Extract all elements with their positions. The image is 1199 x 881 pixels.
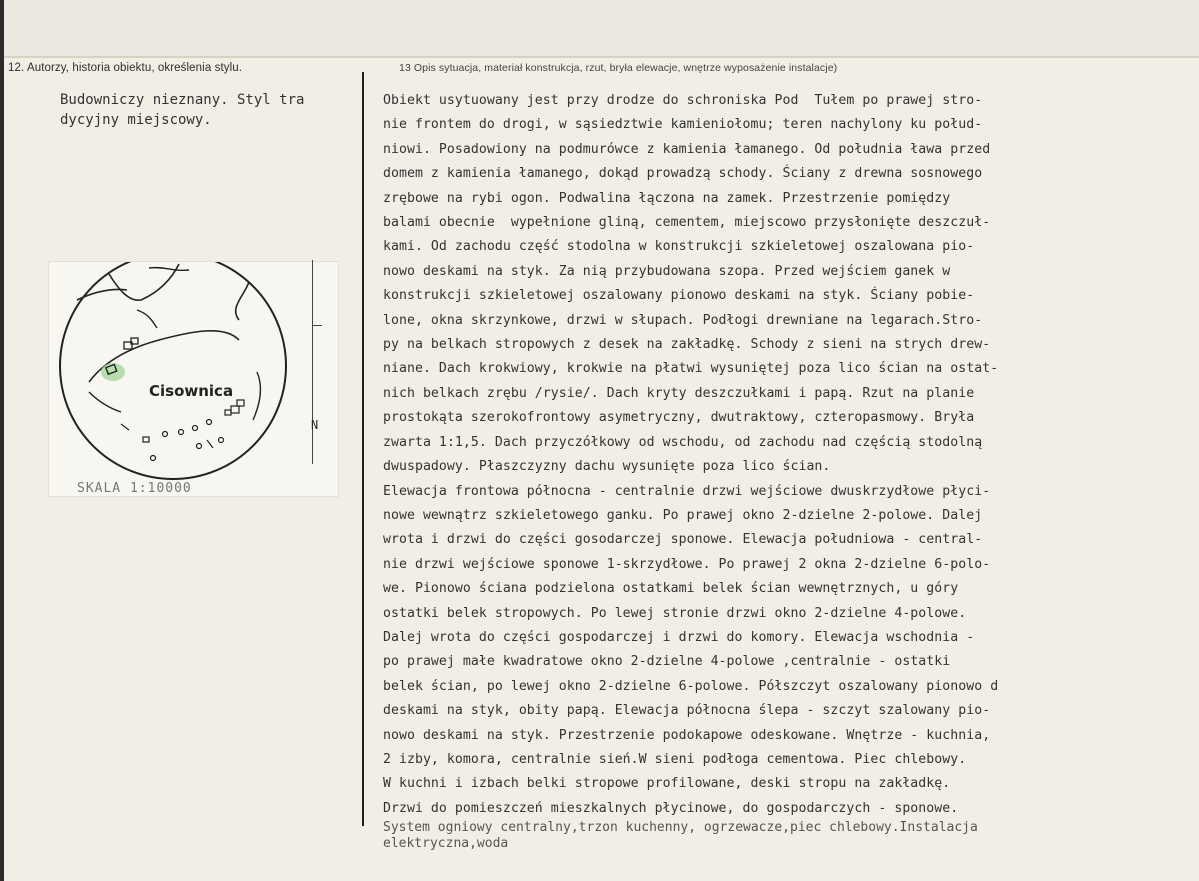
building-5	[225, 410, 231, 415]
building-8	[179, 430, 184, 435]
section-12-header: 12. Autorzy, historia obiektu, określenia stylu.	[8, 62, 243, 74]
building-9	[193, 426, 198, 431]
north-arrow-line	[312, 260, 313, 464]
location-map-drawing	[49, 262, 338, 496]
north-label: N	[311, 418, 319, 432]
object-description-text: Obiekt usytuowany jest przy drodze do schroniska Pod Tułem po prawej stro- nie frontem do drogi, w sąsiedztwie kamieniołomu; teren nachylony ku połud- niowi. Posadowiony na podmurówce z kamienia łamanego. Od południa ława przed domem z kamienia łamanego, dokąd prowadzą schody. Ściany z drewna sosnowego zrębowe na rybi ogon. Podwalina łączona na zamek. Przestrzenie pomiędzy balami obecnie wypełnione gliną, cementem, miejscowo przysłonięte deszczuł- kami. Od zachodu część stodolna w konstrukcji szkieletowej oszalowana pio- nowo deskami na styk. Za nią przybudowana szopa. Przed wejściem ganek w konstrukcji szkieletowej oszalowany pionowo deskami na styk. Ściany pobie- lone, okna skrzynkowe, drzwi w słupach. Podłogi drewniane na legarach.Stro- py na belkach stropowych z desek na zakładkę. Schody z sieni na strych drew- niane. Dach krokwiowy, krokwie na płatwi wysuniętej poza lico ścian na ostat- nich belkach zrębu /rysie/. Dach kryty deszczułkami i papą. Rzut na planie prostokąta szerokofrontowy asymetryczny, dwutraktowy, czteropasmowy. Bryła zwarta 1:1,5. Dach przyczółkowy od wschodu, od zachodu nad częścią stodolną dwuspadowy. Płaszczyzny dachu wysunięte poza lico ścian. Elewacja frontowa północna - centralnie drzwi wejściowe dwuskrzydłowe płyci- nowe wewnątrz szkieletowego ganku. Po prawej okno 2-dzielne 2-polowe. Dalej wrota i drzwi do części gosodarczej sponowe. Elewacja południowa - central- nie drzwi wejściowe sponowe 1-skrzydłowe. Po prawej 2 okna 2-dzielne 6-polo- we. Pionowo ściana podzielona ostatkami belek ścian wewnętrznych, u góry ostatki belek stropowych. Po lewej stronie drzwi okno 2-dzielne 4-polowe. Dalej wrota do części gospodarczej i drzwi do komory. Elewacja wschodnia - po prawej małe kwadratowe okno 2-dzielne 4-polowe ,centralnie - ostatki belek ścian, po lewej okno 2-dzielne 6-polowe. Półszczyt oszalowany pionowo d deskami na styk, obity papą. Elewacja północna ślepa - szczyt szalowany pio- nowo deskami na styk. Przestrzenie podokapowe odeskowane. Wnętrze - kuchnia, 2 izby, komora, centralnie sień.W sieni podłoga cementowa. Piec chlebowy. W kuchni i izbach belki stropowe profilowane, deski stropu na zakładkę. Drzwi do pomieszczeń mieszkalnych płycinowe, do gospodarczych - sponowe.	[383, 93, 999, 816]
map-scale: SKALA 1:10000	[77, 481, 192, 496]
map-road-6	[253, 372, 260, 420]
map-circle	[60, 262, 286, 479]
authors-style-text: Budowniczy nieznany. Styl tra dycyjny miejscowy.	[60, 92, 305, 128]
scanner-edge-strip	[0, 0, 1199, 58]
building-11	[151, 456, 156, 461]
building-3	[231, 406, 239, 413]
page-edge	[0, 0, 4, 881]
map-mark-1	[207, 440, 213, 448]
building-12	[197, 444, 202, 449]
building-6	[143, 437, 149, 442]
map-path	[137, 310, 157, 328]
section-13-header: 13 Opis sytuacja, materiał konstrukcja, rzut, bryła elewacje, wnętrze wyposażenie instalacje)	[399, 62, 838, 74]
installations-text: System ogniowy centralny,trzon kuchenny, ogrzewacze,piec chlebowy.Instalacja elektryczna,woda	[383, 820, 978, 851]
map-road-4	[236, 282, 249, 320]
map-road-5	[89, 392, 121, 412]
map-mark-2	[121, 424, 129, 430]
building-10	[207, 420, 212, 425]
location-map	[48, 261, 339, 497]
column-divider	[362, 72, 364, 826]
building-4	[237, 400, 244, 406]
map-road-3	[149, 268, 189, 271]
building-7	[163, 432, 168, 437]
map-place-label: Cisownica	[149, 382, 234, 400]
building-13	[219, 438, 224, 443]
north-arrow-tick	[313, 325, 322, 326]
